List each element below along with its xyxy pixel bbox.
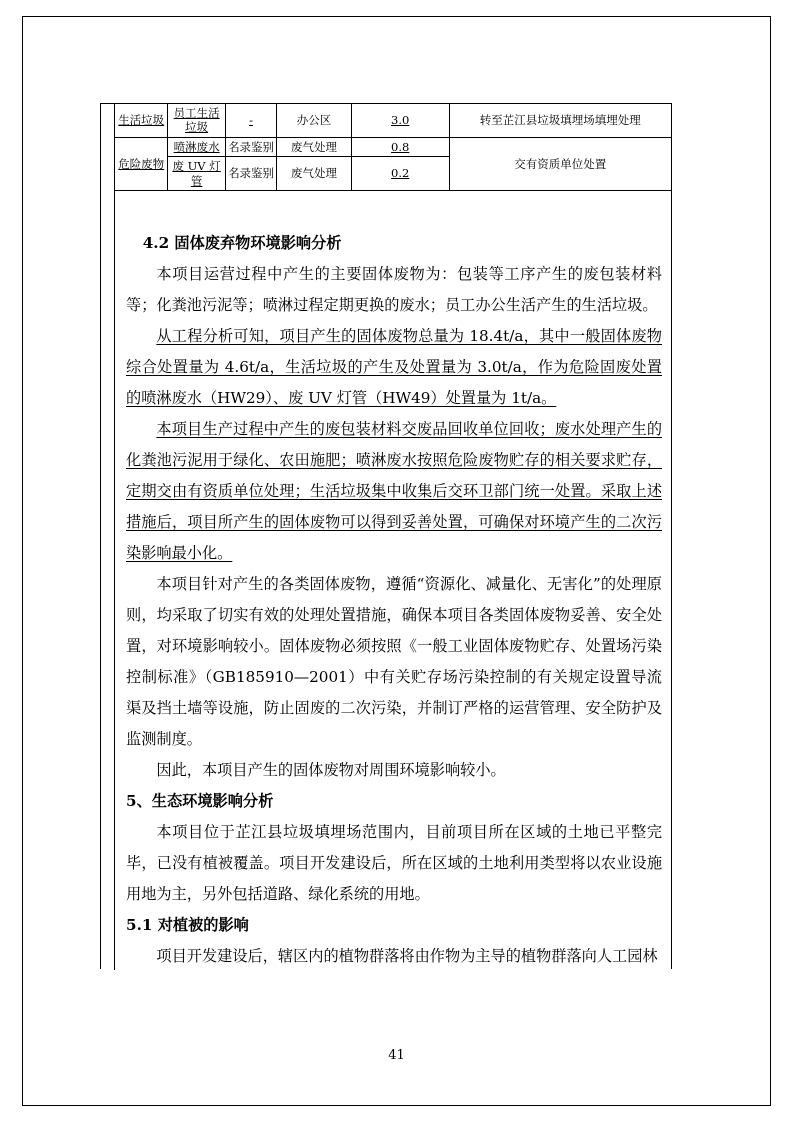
cell-amount: 0.2 — [351, 157, 449, 191]
paragraph-4-2-3: 本项目生产过程中产生的废包装材料交废品回收单位回收；废水处理产生的化粪池污泥用于绿化、农田施肥；喷淋废水按照危险废物贮存的相关要求贮存，定期交由有资质单位处理；生活垃圾集中收集后交环卫部门统一处置。采取上述措施后，项目所产生的固体废物可以得到妥善处置，可确保对环境产生的二次污染影响最小化。 — [126, 420, 662, 562]
paragraph-4-2-2: 从工程分析可知，项目产生的固体废物总量为 18.4t/a，其中一般固体废物综合处置量为 4.6t/a，生活垃圾的产生及处置量为 3.0t/a，作为危险固废处置的喷淋废水（HW29）、废 UV 灯管（HW49）处置量为 1t/a。 — [126, 327, 662, 407]
cell-amount: 3.0 — [351, 104, 449, 138]
cell-disposal: 交有资质单位处置 — [449, 137, 671, 190]
paragraph-4-2-4: 本项目针对产生的各类固体废物，遵循“资源化、减量化、无害化”的处理原则，均采取了切实有效的处理处置措施，确保本项目各类固体废物妥善、安全处置，对环境影响较小。固体废物必须按照《一般工业固体废物贮存、处置场污染控制标准》（GB185910—2001）中有关贮存场污染控制的有关规定设置导流渠及挡土墙等设施，防止固废的二次污染，并制订严格的运营管理、安全防护及监测制度。 — [126, 575, 662, 748]
cell-waste-name: 喷淋废水 — [168, 137, 225, 156]
cell-waste-name: 员工生活垃圾 — [168, 104, 225, 138]
page-number: 41 — [388, 1048, 405, 1063]
section-heading-4-2: 4.2 固体废弃物环境影响分析 — [142, 234, 342, 252]
table-row — [115, 104, 672, 138]
cell-waste-code: - — [225, 104, 276, 138]
cell-waste-name: 废 UV 灯管 — [168, 157, 225, 191]
paragraph-4-2-1: 本项目运营过程中产生的主要固体废物为：包装等工序产生的废包装材料等；化粪池污泥等；喷淋过程定期更换的废水；员工办公生活产生的生活垃圾。 — [126, 265, 662, 314]
cell-waste-category: 危险废物 — [115, 137, 168, 190]
cell-disposal: 转至芷江县垃圾填埋场填埋处理 — [449, 104, 671, 138]
paragraph-4-2-5: 因此，本项目产生的固体废物对周围环境影响较小。 — [156, 761, 506, 779]
section-heading-5: 5、生态环境影响分析 — [126, 792, 274, 810]
cell-amount: 0.8 — [351, 137, 449, 156]
document-body — [126, 228, 662, 972]
cell-waste-code: 名录鉴别 — [225, 137, 276, 156]
paragraph-5-1: 本项目位于芷江县垃圾填埋场范围内，目前项目所在区域的土地已平整完毕，已没有植被覆盖。项目开发建设后，所在区域的土地利用类型将以农业设施用地为主，另外包括道路、绿化系统的用地。 — [126, 823, 662, 903]
cell-waste-code: 名录鉴别 — [225, 157, 276, 191]
cell-source: 废气处理 — [277, 157, 352, 191]
solid-waste-table — [114, 103, 672, 191]
paragraph-5-1-1: 项目开发建设后，辖区内的植物群落将由作物为主导的植物群落向人工园林 — [156, 947, 658, 965]
section-heading-5-1: 5.1 对植被的影响 — [126, 916, 249, 934]
cell-source: 废气处理 — [277, 137, 352, 156]
cell-source: 办公区 — [277, 104, 352, 138]
table-row — [115, 137, 672, 156]
cell-waste-category: 生活垃圾 — [115, 104, 168, 138]
